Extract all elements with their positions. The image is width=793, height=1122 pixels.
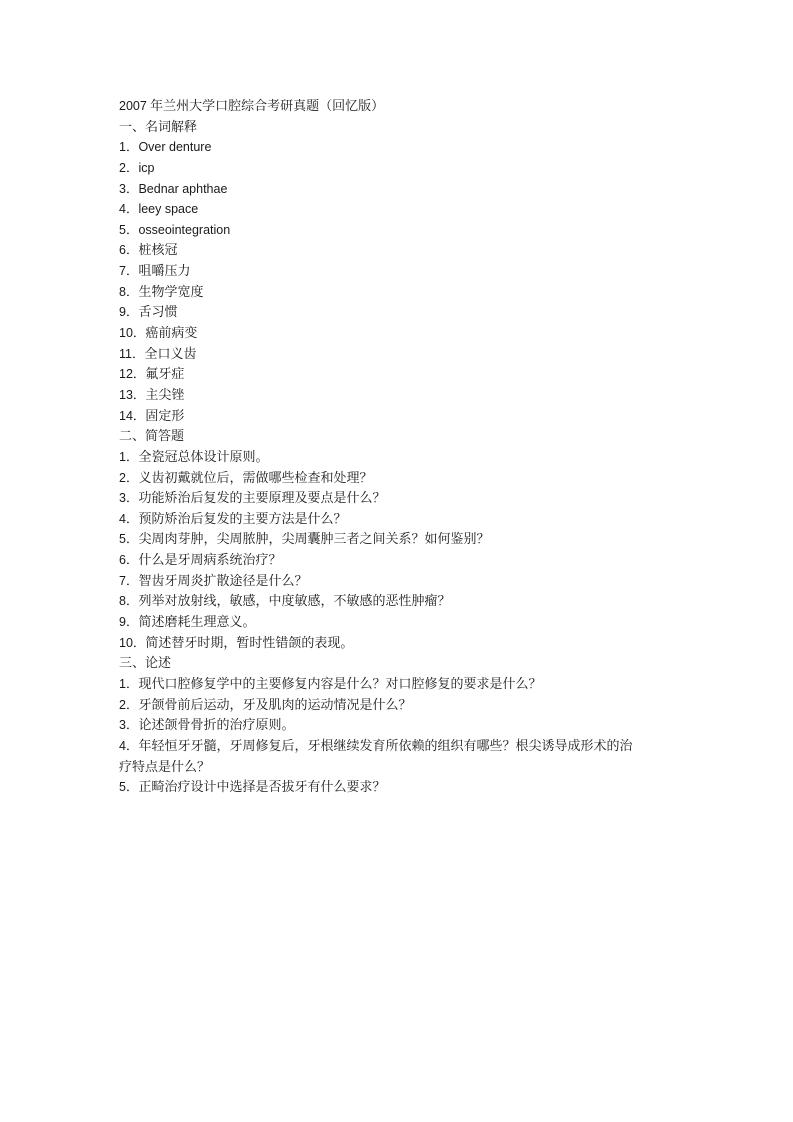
list-item: 3．Bednar aphthae [119, 181, 228, 196]
list-item: 6．桩核冠 [119, 242, 178, 258]
list-item: 12．氟牙症 [119, 366, 185, 382]
list-item: 2．牙颌骨前后运动，牙及肌肉的运动情况是什么？ [119, 696, 412, 712]
list-item: 3．论述颌骨骨折的治疗原则。 [119, 717, 295, 733]
document-title [119, 96, 679, 117]
list-item: 4．年轻恒牙牙髓，牙周修复后，牙根继续发育所依赖的组织有哪些？根尖诱导成形术的治 [119, 737, 633, 753]
list-item: 7．智齿牙周炎扩散途径是什么？ [119, 572, 308, 588]
list-item: 4．leey space [119, 202, 199, 217]
list-item: 1．现代口腔修复学中的主要修复内容是什么？对口腔修复的要求是什么？ [119, 675, 542, 691]
list-item: 14．固定形 [119, 407, 185, 423]
list-item: 4．预防矫治后复发的主要方法是什么？ [119, 510, 347, 526]
list-item: 9．舌习惯 [119, 304, 178, 320]
document-page [119, 96, 679, 798]
list-item: 2．icp [119, 160, 155, 175]
list-item: 7．咀嚼压力 [119, 263, 191, 279]
list-item: 3．功能矫治后复发的主要原理及要点是什么？ [119, 490, 386, 506]
list-item: 8．生物学宽度 [119, 283, 204, 299]
list-item: 6．什么是牙周病系统治疗？ [119, 552, 282, 568]
section-heading: 二、简答题 [119, 428, 185, 444]
list-item: 10．简述替牙时期，暂时性错颌的表现。 [119, 634, 354, 650]
list-item-continuation: 疗特点是什么？ [119, 758, 211, 774]
list-item: 13．主尖锉 [119, 386, 185, 402]
list-item: 9．简述磨耗生理意义。 [119, 614, 256, 630]
list-item: 8．列举对放射线，敏感，中度敏感，不敏感的恶性肿瘤？ [119, 593, 451, 609]
title-year: 2007 [119, 99, 147, 113]
section-heading: 一、名词解释 [119, 118, 198, 134]
title-text: 年兰州大学口腔综合考研真题（回忆版） [150, 98, 385, 113]
list-item: 11．全口义齿 [119, 345, 197, 361]
list-item: 1．Over denture [119, 140, 212, 155]
list-item: 5．osseointegration [119, 222, 231, 237]
list-item: 2．义齿初戴就位后，需做哪些检查和处理？ [119, 469, 373, 485]
list-item: 1．全瓷冠总体设计原则。 [119, 448, 269, 464]
list-item: 10．癌前病变 [119, 325, 198, 341]
list-item: 5．尖周肉芽肿，尖周脓肿，尖周囊肿三者之间关系？如何鉴别？ [119, 531, 490, 547]
list-item: 5．正畸治疗设计中选择是否拔牙有什么要求？ [119, 779, 386, 795]
section-heading: 三、论述 [119, 655, 172, 671]
